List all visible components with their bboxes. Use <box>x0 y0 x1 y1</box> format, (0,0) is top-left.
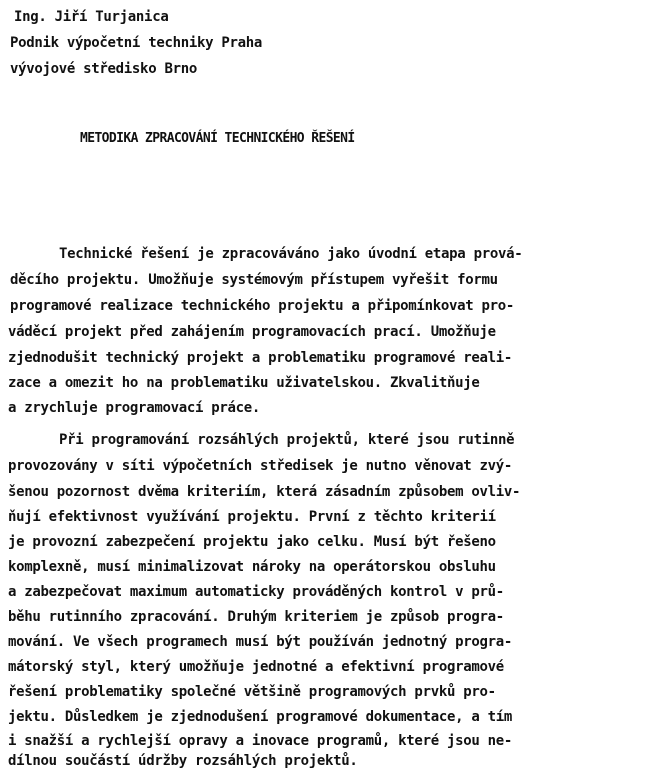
paragraph-line: ňují efektivnost využívání projektu. První z těchto kriterií <box>8 509 496 525</box>
paragraph-line: programové realizace technického projektu a připomínkovat pro- <box>10 298 514 314</box>
author-department: vývojové středisko Brno <box>10 61 197 77</box>
paragraph-line: je provozní zabezpečení projektu jako celku. Musí být řešeno <box>8 534 496 550</box>
paragraph-line: běhu rutinního zpracování. Druhým kriteriem je způsob progra- <box>8 609 504 625</box>
paragraph-line: provozovány v síti výpočetních středisek je nutno věnovat zvý- <box>8 458 512 474</box>
paragraph-line: i snažší a rychlejší opravy a inovace programů, které jsou ne- <box>8 733 512 749</box>
paragraph-line: a zabezpečovat maximum automaticky prováděných kontrol v prů- <box>8 584 504 600</box>
paragraph-line: zace a omezit ho na problematiku uživatelskou. Zkvalitňuje <box>8 375 480 391</box>
paragraph-line: mátorský styl, který umožňuje jednotné a efektivní programové <box>8 659 504 675</box>
paragraph-line: šenou pozornost dvěma kriteriím, která zásadním způsobem ovliv- <box>8 484 521 500</box>
paragraph-line: dílnou součástí údržby rozsáhlých projektů. <box>8 753 358 769</box>
paragraph-line: mování. Ve všech programech musí být používán jednotný progra- <box>8 634 512 650</box>
paragraph-line: Technické řešení je zpracováváno jako úvodní etapa prová- <box>59 246 523 262</box>
paragraph-line: a zrychluje programovací práce. <box>8 400 260 416</box>
paragraph-line: zjednodušit technický projekt a problematiku programové reali- <box>8 350 512 366</box>
paragraph-line: děcího projektu. Umožňuje systémovým přístupem vyřešit formu <box>10 272 498 288</box>
paragraph-line: komplexně, musí minimalizovat nároky na operátorskou obsluhu <box>8 559 496 575</box>
author-organization: Podnik výpočetní techniky Praha <box>10 35 262 51</box>
paragraph-line: Při programování rozsáhlých projektů, které jsou rutinně <box>59 432 515 448</box>
paragraph-line: jektu. Důsledkem je zjednodušení programové dokumentace, a tím <box>8 709 512 725</box>
author-name: Ing. Jiří Turjanica <box>14 9 169 25</box>
paragraph-line: váděcí projekt před zahájením programovacích prací. Umožňuje <box>8 324 496 340</box>
document-title: METODIKA ZPRACOVÁNÍ TECHNICKÉHO ŘEŠENÍ <box>80 131 355 146</box>
paragraph-line: řešení problematiky společné většině programových prvků pro- <box>8 684 496 700</box>
